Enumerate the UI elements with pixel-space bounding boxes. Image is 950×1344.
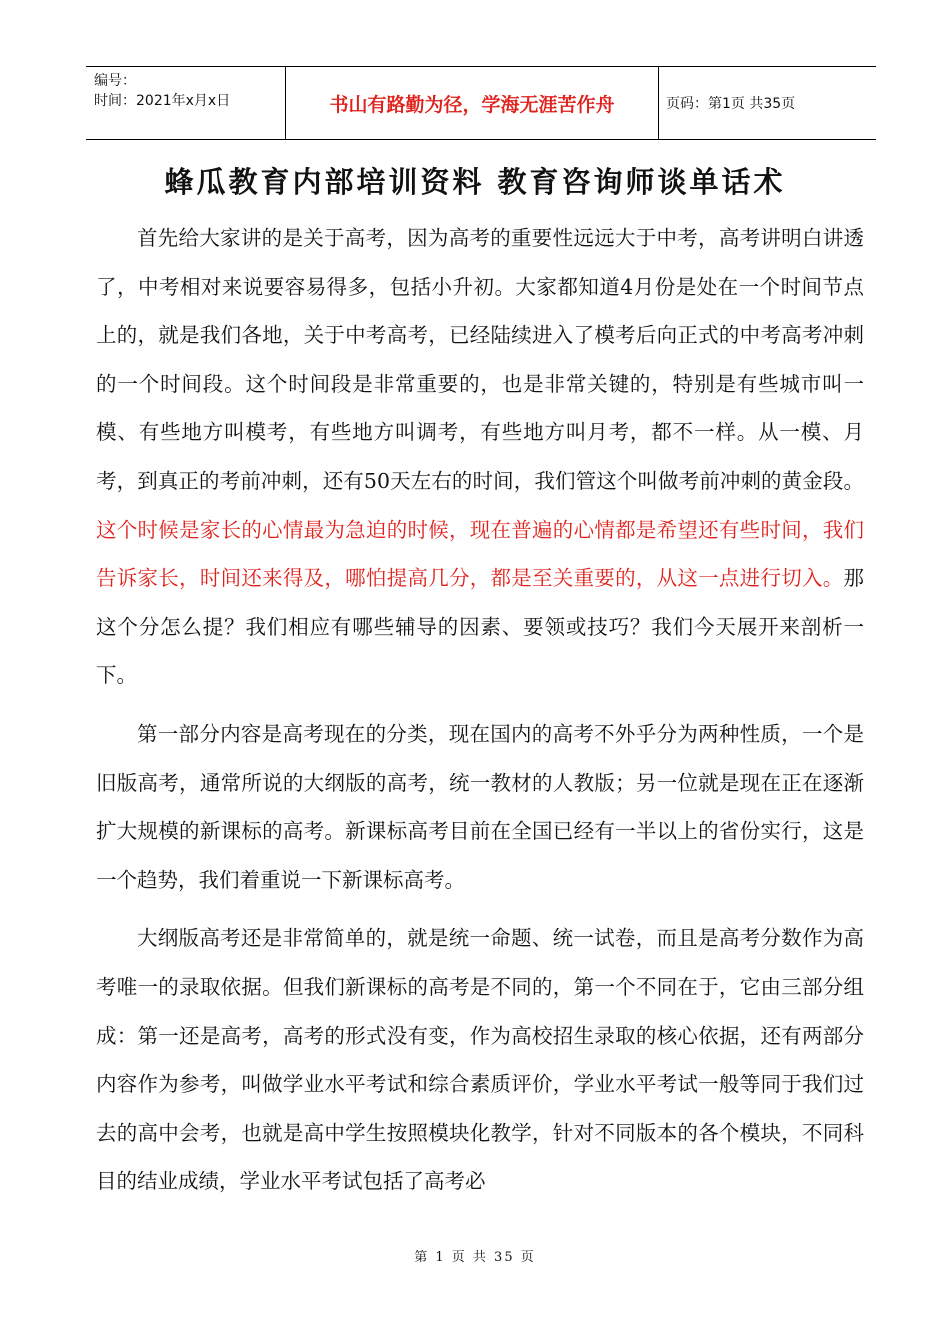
paragraph-text: 那这个分怎么提？我们相应有哪些辅导的因素、要领或技巧？我们今天展开来剖析一下。	[96, 566, 864, 688]
header-divider	[658, 67, 659, 139]
code-label: 编号：	[94, 73, 136, 89]
paragraph	[96, 214, 864, 700]
highlighted-text: 这个时候是家长的心情最为急迫的时候，现在普遍的心情都是希望还有些时间，我们告诉家长，时间还来得及，哪怕提高几分，都是至关重要的，从这一点进行切入。	[96, 517, 864, 591]
page-header	[86, 66, 876, 140]
paragraph: 第一部分内容是高考现在的分类，现在国内的高考不外乎分为两种性质，一个是旧版高考，通常所说的大纲版的高考，统一教材的人教版；另一位就是现在正在逐渐扩大规模的新课标的高考。新课标高考目前在全国已经有一半以上的省份实行，这是一个趋势，我们着重说一下新课标高考。	[96, 721, 864, 892]
paragraph-text: 首先给大家讲的是关于高考，因为高考的重要性远远大于中考，高考讲明白讲透了，中考相对来说要容易得多，包括小升初。大家都知道4月份是处在一个时间节点上的，就是我们各地，关于中考高考，已经陆续进入了模考后向正式的中考高考冲刺的一个时间段。这个时间段是非常重要的，也是非常关键的，特别是有些城市叫一模、有些地方叫模考，有些地方叫调考，有些地方叫月考，都不一样。从一模、月考，到真正的考前冲刺，还有50天左右的时间，我们管这个叫做考前冲刺的黄金段。	[96, 226, 864, 493]
document-body	[96, 214, 864, 1216]
header-motto: 书山有路勤为径，学海无涯苦作舟	[329, 93, 615, 116]
header-meta	[94, 71, 230, 111]
paragraph: 大纲版高考还是非常简单的，就是统一命题、统一试卷，而且是高考分数作为高考唯一的录取依据。但我们新课标的高考是不同的，第一个不同在于，它由三部分组成：第一还是高考，高考的形式没有变，作为高校招生录取的核心依据，还有两部分内容作为参考，叫做学业水平考试和综合素质评价，学业水平考试一般等同于我们过去的高中会考，也就是高中学生按照模块化教学，针对不同版本的各个模块，不同科目的结业成绩，学业水平考试包括了高考必	[96, 926, 864, 1194]
header-page-info: 页码：第1页 共35页	[666, 96, 796, 112]
document-title: 蜂瓜教育内部培训资料 教育咨询师谈单话术	[164, 165, 786, 199]
time-label: 时间：2021年x月x日	[94, 93, 231, 109]
page-footer: 第 1 页 共 35 页	[414, 1250, 536, 1265]
